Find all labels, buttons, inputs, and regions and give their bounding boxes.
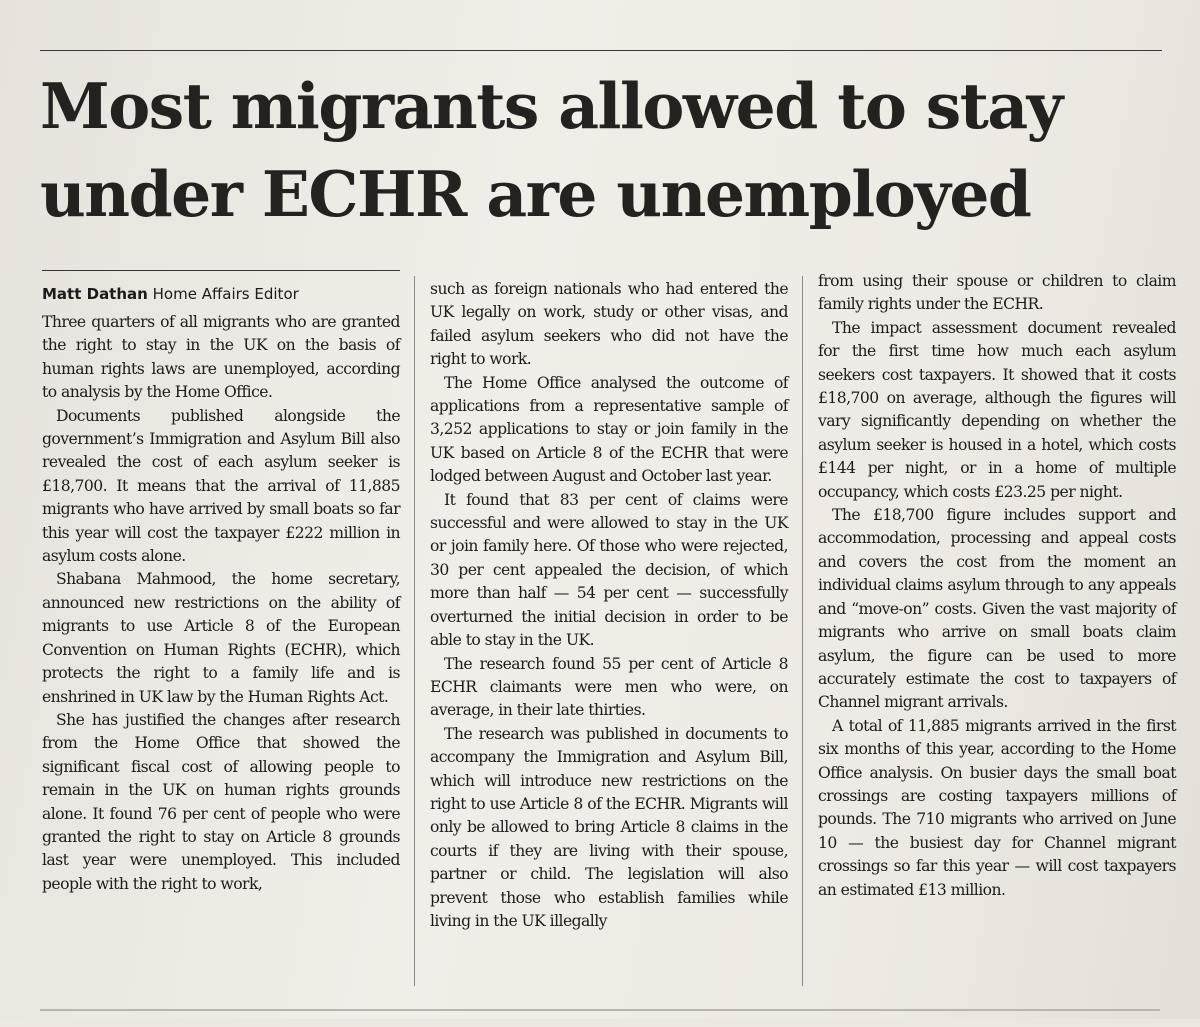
paragraph: Documents published alongside the government’s Immigration and Asylum Bill also revealed the cost of each asylum seeker is £18,700. It means that the arrival of 11,885 migrants who have arrived by small boats so far this year will cost the taxpayer £222 million in asylum costs alone. (42, 406, 400, 566)
paragraph: The £18,700 figure includes support and accommodation, processing and appeal costs and covers the cost from the moment an individual claims asylum through to any appeals and “move-on” costs. Given the vast majority of migrants who arrive on small boats claim asylum, the figure can be used to more accurately estimate the cost to taxpayers of Channel migrant arrivals. (818, 506, 1176, 712)
headline: Most migrants allowed to stay under ECHR are unemployed (40, 69, 1062, 231)
byline-author: Matt Dathan (42, 285, 148, 303)
paragraph: such as foreign nationals who had entered the UK legally on work, study or other visas, and failed asylum seekers who did not have the right to work. (430, 280, 788, 369)
paragraph: Three quarters of all migrants who are granted the right to stay in the UK on the basis of human rights laws are unemployed, according to analysis by the Home Office. (42, 313, 400, 402)
paragraph: It found that 83 per cent of claims were successful and were allowed to stay in the UK or join family here. Of those who were rejected, 30 per cent appealed the decision, of which more than half — 54 per cent — successfully overturned the initial decision in order to be able to stay in the UK. (430, 490, 788, 650)
column-divider (802, 276, 803, 986)
byline (42, 283, 400, 305)
paragraph: She has justified the changes after research from the Home Office that showed the significant fiscal cost of allowing people to remain in the UK on human rights grounds alone. It found 76 per cent of people who were granted the right to stay on Article 8 grounds last year were unemployed. This included people with the right to work, (42, 710, 400, 893)
byline-role: Home Affairs Editor (152, 285, 299, 303)
article-column-2 (430, 278, 788, 933)
paragraph: The impact assessment document revealed for the first time how much each asylum seekers cost taxpayers. It showed that it costs £18,700 on average, although the figures will vary significantly depending on whether the asylum seeker is housed in a hotel, which costs £144 per night, or in a home of multiple occupancy, which costs £23.25 per night. (818, 318, 1176, 501)
paragraph: The research was published in documents to accompany the Immigration and Asylum Bill, which will introduce new restrictions on the right to use Article 8 of the ECHR. Migrants will only be allowed to bring Article 8 claims in the courts if they are living with their spouse, partner or child. The legislation will also prevent those who establish families while living in the UK illegally (430, 724, 788, 930)
article-column-1 (42, 270, 400, 896)
paragraph: The research found 55 per cent of Article 8 ECHR claimants were men who were, on average, in their late thirties. (430, 654, 788, 720)
paragraph: A total of 11,885 migrants arrived in the first six months of this year, according to the Home Office analysis. On busier days the small boat crossings are costing taxpayers millions of pounds. The 710 migrants who arrived on June 10 — the busiest day for Channel migrant crossings so far this year — will cost taxpayers an estimated £13 million. (818, 716, 1176, 899)
paragraph: from using their spouse or children to claim family rights under the ECHR. (818, 272, 1176, 314)
article-column-3 (818, 270, 1176, 902)
byline-rule (42, 270, 400, 271)
column-divider (414, 276, 415, 986)
paragraph: The Home Office analysed the outcome of applications from a representative sample of 3,252 applications to stay or join family in the UK based on Article 8 of the ECHR that were lodged between August and October last year. (430, 373, 788, 486)
top-rule (40, 50, 1162, 51)
paragraph: Shabana Mahmood, the home secretary, announced new restrictions on the ability of migrants to use Article 8 of the European Convention on Human Rights (ECHR), which protects the right to a family life and is enshrined in UK law by the Human Rights Act. (42, 570, 400, 706)
next-article-edge (40, 1009, 1160, 1027)
